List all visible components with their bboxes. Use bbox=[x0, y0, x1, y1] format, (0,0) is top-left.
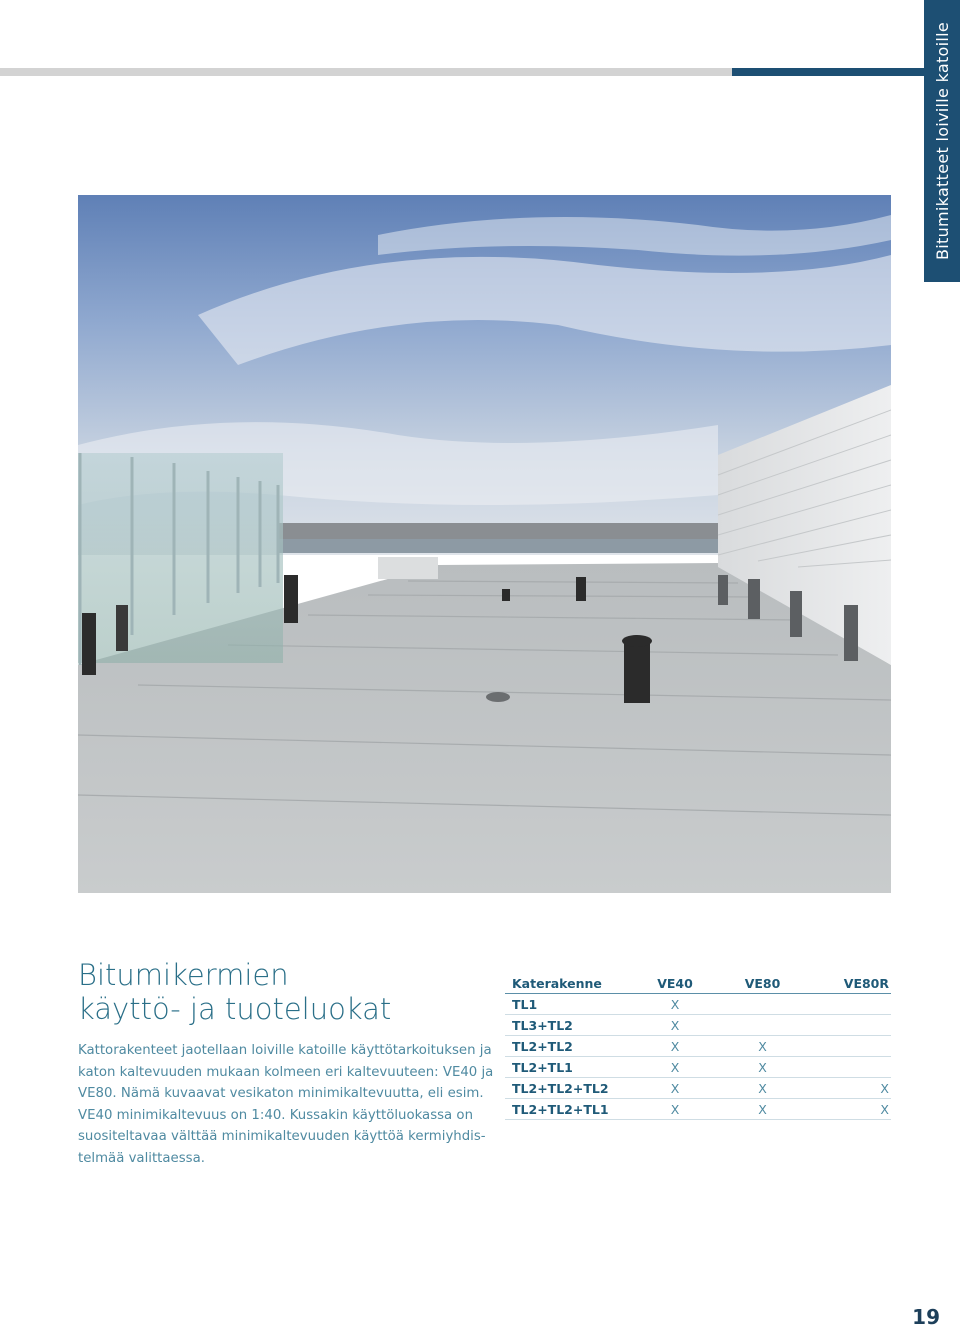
table-cell: TL2+TL2+TL2 bbox=[512, 1080, 609, 1096]
table-row bbox=[505, 1036, 891, 1057]
table-cell: TL2+TL2 bbox=[512, 1038, 573, 1054]
heading-line-1: Bitumikermien bbox=[78, 958, 289, 992]
table-cell: X bbox=[758, 1059, 767, 1075]
table-header-cell: Katerakenne bbox=[512, 975, 602, 991]
table-cell: TL1 bbox=[512, 996, 538, 1012]
table-cell: X bbox=[670, 1080, 680, 1096]
table-cell: X bbox=[670, 1017, 680, 1033]
page-number: 19 bbox=[912, 1305, 940, 1329]
body-line: katon kaltevuuden mukaan kolmeen eri kaltevuuteen: VE40 ja bbox=[78, 1064, 494, 1080]
table-cell: X bbox=[670, 1101, 680, 1117]
table-cell: X bbox=[880, 1101, 889, 1117]
table-cell: X bbox=[758, 1080, 767, 1096]
body-line: Kattorakenteet jaotellaan loiville katoille käyttötarkoituksen ja bbox=[78, 1043, 492, 1058]
table-cell: X bbox=[758, 1038, 767, 1054]
table-cell: TL3+TL2 bbox=[512, 1017, 573, 1033]
heading-line-2: käyttö- ja tuoteluokat bbox=[78, 992, 392, 1026]
body-line: telmää valittaessa. bbox=[78, 1150, 205, 1166]
table-cell: TL2+TL1 bbox=[512, 1059, 573, 1075]
product-class-table bbox=[505, 973, 891, 1120]
top-rule-blue bbox=[732, 68, 924, 76]
roof-photo bbox=[78, 195, 891, 893]
body-paragraph bbox=[78, 1040, 494, 1169]
table-header-row bbox=[505, 973, 891, 994]
table-header-cell: VE80 bbox=[744, 975, 781, 991]
side-tab-label: Bitumikatteet loiville katoille bbox=[932, 22, 952, 260]
body-line: VE80. Nämä kuvaavat vesikaton minimikaltevuutta, eli esim. bbox=[78, 1086, 484, 1101]
table-header-cell: VE40 bbox=[657, 975, 693, 991]
table-row bbox=[505, 1057, 891, 1078]
table-cell: TL2+TL2+TL1 bbox=[512, 1101, 609, 1117]
table-row bbox=[505, 1015, 891, 1036]
body-line: suositeltavaa välttää minimikaltevuuden käyttöä kermiyhdis- bbox=[78, 1129, 486, 1144]
table-cell: X bbox=[670, 1059, 680, 1075]
table-header-cell: VE80R bbox=[843, 975, 889, 991]
top-rule-grey bbox=[0, 68, 732, 76]
table-cell: X bbox=[670, 1038, 680, 1054]
table-row bbox=[505, 1078, 891, 1099]
table-row bbox=[505, 1099, 891, 1120]
table-cell: X bbox=[670, 996, 680, 1012]
table-cell: X bbox=[758, 1101, 767, 1117]
table-cell: X bbox=[880, 1080, 889, 1096]
body-line: VE40 minimikaltevuus on 1:40. Kussakin käyttöluokassa on bbox=[78, 1107, 473, 1123]
table-row bbox=[505, 994, 891, 1015]
section-heading bbox=[78, 958, 478, 1026]
